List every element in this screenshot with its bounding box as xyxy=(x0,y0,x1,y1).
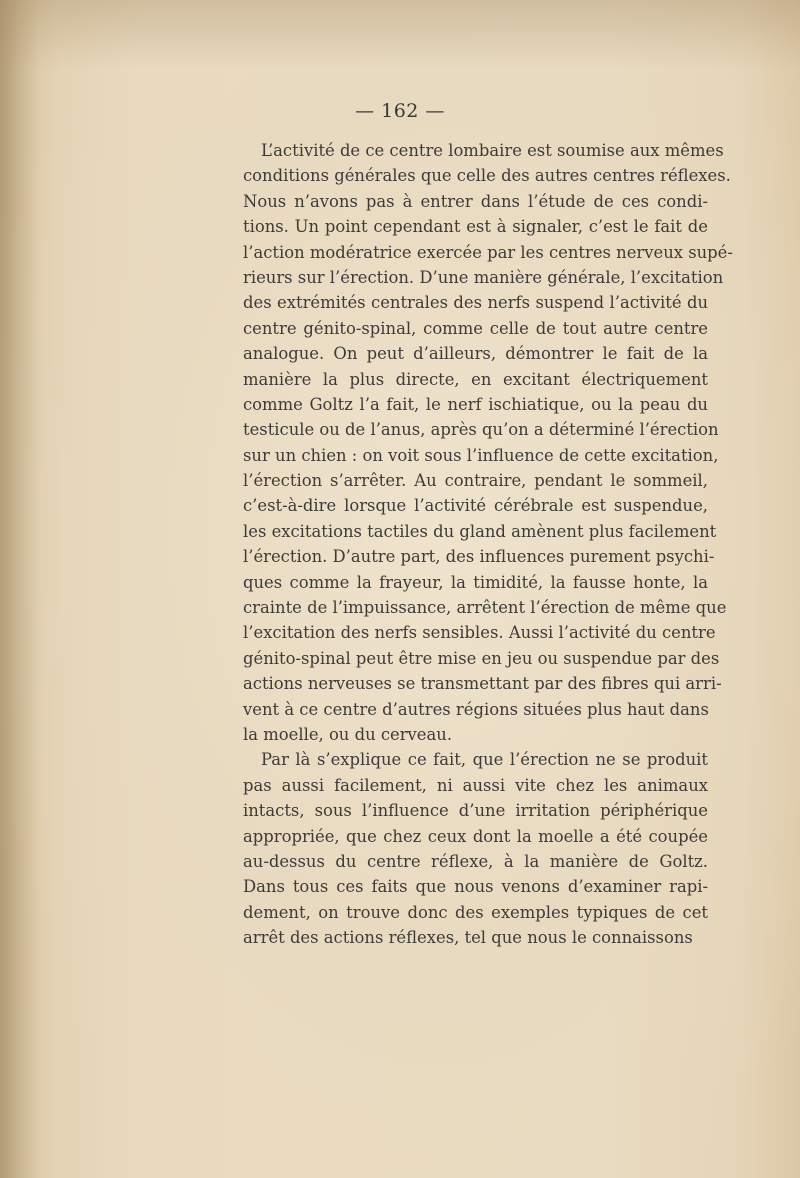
text-line: testicule ou de l’anus, après qu’on a déterminé l’érection xyxy=(243,420,719,440)
text-line: arrêt des actions réflexes, tel que nous le connaissons xyxy=(243,928,693,948)
text-line: l’érection s’arrêter. Au contraire, pendant le sommeil, xyxy=(243,471,708,491)
text-line: vent à ce centre d’autres régions situées plus haut dans xyxy=(243,699,709,719)
body-text xyxy=(243,138,733,951)
text-line: dement, on trouve donc des exemples typiques de cet xyxy=(243,902,708,922)
text-line: au-dessus du centre réflexe, à la manière de Goltz. xyxy=(243,851,708,871)
text-line: rieurs sur l’érection. D’une manière générale, l’excitation xyxy=(243,267,724,287)
paragraph xyxy=(243,747,708,950)
text-line: l’érection. D’autre part, des influences purement psychi- xyxy=(243,547,715,567)
text-line: pas aussi facilement, ni aussi vite chez les animaux xyxy=(243,775,708,795)
text-line: actions nerveuses se transmettant par des fibres qui arri- xyxy=(243,674,722,694)
text-line: Par là s’explique ce fait, que l’érection ne se produit xyxy=(261,750,708,770)
text-line: appropriée, que chez ceux dont la moelle a été coupée xyxy=(243,826,708,846)
text-line: des extrémités centrales des nerfs suspend l’activité du xyxy=(243,293,708,313)
text-line: conditions générales que celle des autres centres réflexes. xyxy=(243,166,731,186)
text-line: les excitations tactiles du gland amènent plus facilement xyxy=(243,521,717,541)
binding-shadow xyxy=(0,0,40,1178)
text-line: intacts, sous l’influence d’une irritation périphérique xyxy=(243,801,708,821)
text-line: Nous n’avons pas à entrer dans l’étude de ces condi- xyxy=(243,191,708,211)
text-line: génito-spinal peut être mise en jeu ou suspendue par des xyxy=(243,648,720,668)
text-line: c’est-à-dire lorsque l’activité cérébrale est suspendue, xyxy=(243,496,708,516)
text-line: l’action modératrice exercée par les centres nerveux supé- xyxy=(243,242,733,262)
text-line: crainte de l’impuissance, arrêtent l’érection de même que xyxy=(243,598,727,618)
top-edge-shadow xyxy=(0,0,800,70)
text-line: analogue. On peut d’ailleurs, démontrer le fait de la xyxy=(243,344,708,364)
text-line: L’activité de ce centre lombaire est soumise aux mêmes xyxy=(261,141,724,160)
text-line: comme Goltz l’a fait, le nerf ischiatique, ou la peau du xyxy=(243,394,708,414)
text-line: l’excitation des nerfs sensibles. Aussi l’activité du centre xyxy=(243,623,716,643)
text-line: sur un chien : on voit sous l’influence de cette excitation, xyxy=(243,445,719,465)
page-number: — 162 — xyxy=(355,100,445,122)
text-line: manière la plus directe, en excitant électriquement xyxy=(243,369,708,389)
text-line: tions. Un point cependant est à signaler, c’est le fait de xyxy=(243,217,708,237)
text-line: Dans tous ces faits que nous venons d’examiner rapi- xyxy=(243,877,708,897)
text-line: centre génito-spinal, comme celle de tout autre centre xyxy=(243,318,708,338)
paragraph xyxy=(243,138,733,747)
text-line: ques comme la frayeur, la timidité, la fausse honte, la xyxy=(243,572,708,592)
text-line: la moelle, ou du cerveau. xyxy=(243,724,453,744)
